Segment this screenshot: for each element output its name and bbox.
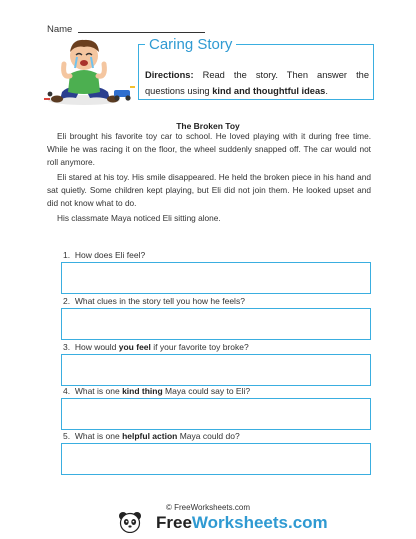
answer-box-4[interactable] [61, 398, 371, 430]
question-5: 5. What is one helpful action Maya could do? [63, 431, 240, 441]
question-number: 3. [63, 342, 71, 352]
question-number: 5. [63, 431, 71, 441]
brand-logo-text [156, 513, 328, 533]
answer-box-3[interactable] [61, 354, 371, 386]
brand-rest: Worksheets.com [191, 513, 328, 532]
name-label: Name [47, 24, 73, 35]
worksheet-title: Caring Story [145, 36, 236, 53]
directions-emphasis: kind and thoughtful ideas [212, 86, 326, 96]
brand-free: Free [156, 513, 192, 532]
question-1: 1. How does Eli feel? [63, 250, 146, 260]
story-paragraph-3: His classmate Maya noticed Eli sitting alone. [57, 213, 221, 223]
directions-main: Read the story. Then answer the questions using [145, 70, 369, 96]
question-2: 2. What clues in the story tell you how he feels? [63, 296, 245, 306]
story-title: The Broken Toy [176, 121, 240, 131]
answer-box-2[interactable] [61, 308, 371, 340]
question-number: 4. [63, 386, 71, 396]
directions-label: Directions: [145, 70, 194, 80]
question-4: 4. What is one kind thing Maya could say to Eli? [63, 386, 251, 396]
copyright-text: © FreeWorksheets.com [166, 503, 250, 512]
answer-box-1[interactable] [61, 262, 371, 294]
story-paragraph-1: Eli brought his favorite toy car to school. He loved playing with it during free time. While he was racing it on the floor, the wheel suddenly snapped off. The car would not roll anymore. [47, 131, 371, 167]
answer-box-5[interactable] [61, 443, 371, 475]
question-number: 1. [63, 250, 71, 260]
story-paragraph-2: Eli stared at his toy. His smile disappeared. He held the broken piece in his hand and sat quietly. Some children kept playing, but Eli did not join them. He looked upset and did not know what to do. [47, 172, 371, 208]
question-3: 3. How would you feel if your favorite toy broke? [63, 342, 249, 352]
question-number: 2. [63, 296, 71, 306]
directions-end: . [325, 86, 328, 96]
panda-logo-icon [118, 511, 142, 533]
crying-boy-illustration [42, 34, 138, 110]
directions-text [145, 67, 369, 99]
name-blank-line[interactable] [78, 22, 205, 33]
